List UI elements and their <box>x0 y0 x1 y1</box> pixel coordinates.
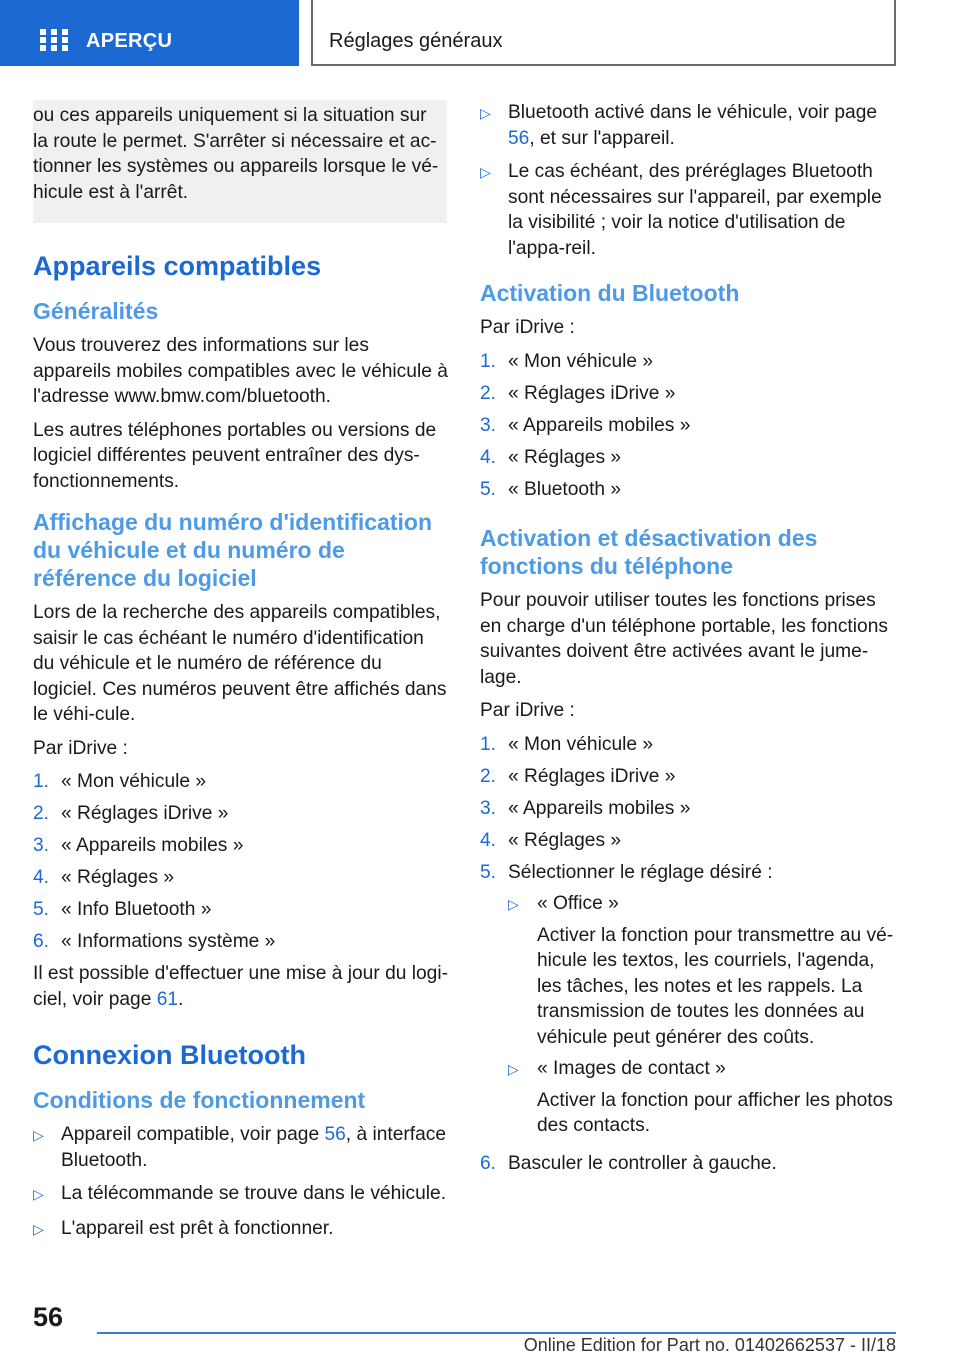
triangle-bullet-icon: ▷ <box>33 1127 44 1143</box>
steps-list-activation <box>480 349 895 503</box>
paragraph-idrive: Par iDrive : <box>33 737 128 759</box>
steps-list <box>33 769 448 955</box>
heading-general: Généralités <box>33 298 159 324</box>
paragraph-idrive: Par iDrive : <box>480 700 575 721</box>
paragraph-general-2: Les autres téléphones portables ou versions de logiciel différentes peuvent entraîner des dys-fonctionnements. <box>33 419 437 492</box>
heading-vin-display: Affichage du numéro d'identification du véhicule et du numéro de référence du logiciel <box>33 509 433 591</box>
heading-bluetooth-connection: Connexion Bluetooth <box>33 1040 306 1070</box>
left-column <box>33 100 448 1250</box>
triangle-bullet-icon: ▷ <box>480 164 491 180</box>
heading-conditions: Conditions de fonctionnement <box>33 1087 366 1113</box>
contact-images-option: « Images de contact » <box>537 1058 726 1079</box>
note-line: hicule est à l'arrêt. <box>33 181 189 203</box>
note-line: ou ces appareils uniquement si la situation sur <box>33 105 427 126</box>
edition-text: Online Edition for Part no. 01402662537 - II/18 <box>523 1335 896 1355</box>
list-item: 2. « Réglages iDrive » <box>480 382 676 404</box>
list-item: ▷ Bluetooth activé dans le véhicule, voir page 56, et sur l'appareil. <box>480 100 895 151</box>
list-item: ▷ Appareil compatible, voir page 56, à interface Bluetooth. <box>33 1122 448 1173</box>
triangle-bullet-icon: ▷ <box>508 896 519 912</box>
paragraph-vin-display: Lors de la recherche des appareils compatibles, saisir le cas échéant le numéro d'identification du véhicule et le numéro de référence du logiciel. Ces numéros peuvent être affichés dans le véhi-cule. <box>33 602 447 725</box>
heading-compatible-devices: Appareils compatibles <box>33 251 322 281</box>
list-item: 6. Basculer le controller à gauche. <box>480 1153 777 1174</box>
list-item: ▷ L'appareil est prêt à fonctionner. <box>33 1216 448 1243</box>
triangle-bullet-icon: ▷ <box>480 105 491 121</box>
list-item <box>508 891 895 1050</box>
section-title: Réglages généraux <box>329 30 503 52</box>
list-item: 6. « Informations système » <box>33 931 276 952</box>
list-item: 5. « Info Bluetooth » <box>33 899 212 920</box>
paragraph-phone-functions: Pour pouvoir utiliser toutes les fonctions prises en charge d'un téléphone portable, les fonctions suivantes doivent être activées avant le jume-lage. <box>480 590 888 688</box>
list-item: 1. « Mon véhicule » <box>33 771 207 792</box>
paragraph-general-1: Vous trouverez des informations sur les appareils mobiles compatibles avec le véhicule à l'adresse www.bmw.com/bluetooth. <box>33 335 448 407</box>
conditions-list <box>33 1122 448 1242</box>
office-description: Activer la fonction pour transmettre au vé-hicule les textos, les courriels, l'agenda, les tâches, les notes et les rappels. La transmission de toutes les données au véhicule peut générer des coûts. <box>537 924 894 1048</box>
overview-label: APERÇU <box>86 30 173 52</box>
list-item: ▷ Le cas échéant, des préréglages Bluetooth sont nécessaires sur l'appareil, par exemple la visibilité ; voir la notice d'utilisation de l'appa-reil. <box>480 159 895 261</box>
heading-bluetooth-activation: Activation du Bluetooth <box>480 280 740 306</box>
list-item: 4. « Réglages » <box>33 867 175 888</box>
steps-list-functions <box>480 732 895 1177</box>
list-item: 3. « Appareils mobiles » <box>480 414 691 436</box>
grid-menu-icon <box>40 29 68 51</box>
triangle-bullet-icon: ▷ <box>33 1186 44 1202</box>
triangle-bullet-icon: ▷ <box>508 1061 519 1077</box>
warning-note <box>33 100 447 223</box>
list-item: 3. « Appareils mobiles » <box>33 835 244 856</box>
list-item: 1. « Mon véhicule » <box>480 350 654 372</box>
footer-divider <box>97 1332 896 1334</box>
page-link-61[interactable]: 61 <box>156 988 179 1010</box>
list-item: 4. « Réglages » <box>480 446 622 468</box>
paragraph-idrive: Par iDrive : <box>480 317 575 338</box>
settings-sublist <box>508 891 895 1139</box>
office-option: « Office » <box>537 893 619 914</box>
conditions-list-continued <box>480 100 895 261</box>
list-item: 5. « Bluetooth » <box>480 478 622 500</box>
list-item: 3. « Appareils mobiles » <box>480 797 691 819</box>
note-line: tionner les systèmes ou appareils lorsque le vé- <box>33 156 439 177</box>
triangle-bullet-icon: ▷ <box>33 1220 44 1237</box>
right-column <box>480 100 895 1183</box>
page-link-56[interactable]: 56 <box>508 127 530 149</box>
note-line: la route le permet. S'arrêter si nécessaire et ac- <box>33 130 437 152</box>
list-item: 1. « Mon véhicule » <box>480 733 654 755</box>
list-item: ▷ La télécommande se trouve dans le véhicule. <box>33 1181 448 1208</box>
overview-tab[interactable] <box>0 0 299 66</box>
contact-images-description: Activer la fonction pour afficher les photos des contacts. <box>537 1089 893 1136</box>
list-item: 2. « Réglages iDrive » <box>33 803 229 824</box>
heading-phone-functions: Activation et désactivation des fonctions du téléphone <box>480 525 818 579</box>
page-number: 56 <box>33 1302 64 1332</box>
list-item: 5. Sélectionner le réglage désiré : ▷ « Office » Activer la fonction pour transmettre au vé-hicule les textos, les courriels, l'agenda, les tâches, les notes et les rappels. La transmission de toutes les données au véhicule peut générer des coûts. ▷ « Images de contact » Activer la fonction pour afficher les photos des contacts. <box>480 860 895 1145</box>
list-item: 2. « Réglages iDrive » <box>480 765 676 787</box>
list-item <box>508 1056 895 1139</box>
page-link-56[interactable]: 56 <box>324 1124 346 1145</box>
list-item: 4. « Réglages » <box>480 829 622 851</box>
section-header <box>311 0 896 66</box>
paragraph-software-update: Il est possible d'effectuer une mise à jour du logi-ciel, voir page 61. <box>33 963 449 1010</box>
